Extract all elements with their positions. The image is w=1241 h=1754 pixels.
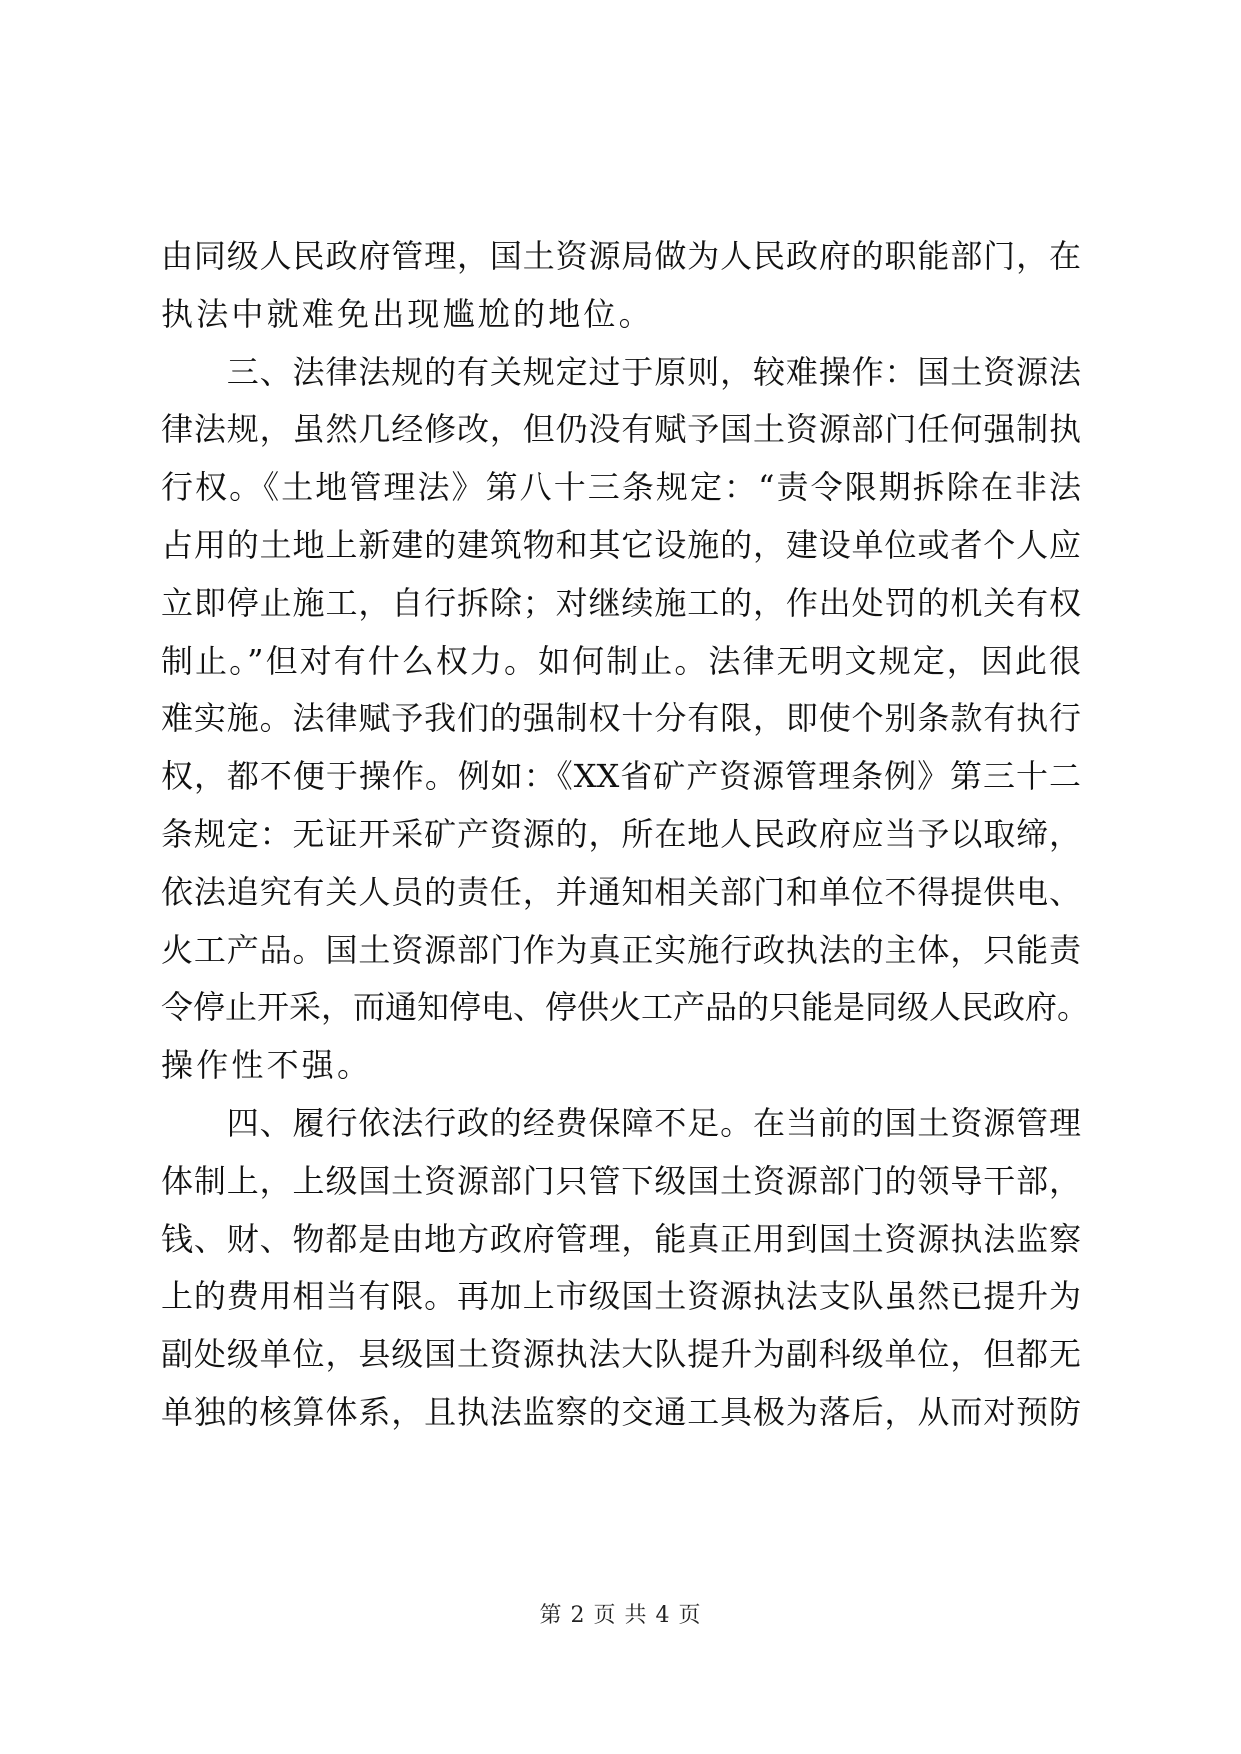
text-line: 火工产品。国土资源部门作为真正实施行政执法的主体，只能责 — [161, 930, 1081, 969]
text-line: 操作性不强。 — [161, 1046, 373, 1085]
text-line: 由同级人民政府管理，国土资源局做为人民政府的职能部门，在 — [161, 237, 1081, 275]
text-line: 三、法律法规的有关规定过于原则，较难操作：国土资源法 — [161, 352, 1081, 391]
page-number-footer: 第 2 页 共 4 页 — [539, 1603, 702, 1628]
text-line: 条规定：无证开采矿产资源的，所在地人民政府应当予以取缔， — [161, 814, 1081, 853]
text-line: 行权。《土地管理法》第八十三条规定：“责令限期拆除在非法 — [161, 468, 1081, 507]
text-line: 权，都不便于操作。例如：《XX省矿产资源管理条例》第三十二 — [161, 757, 1081, 796]
text-line: 依法追究有关人员的责任，并通知相关部门和单位不得提供电、 — [161, 872, 1081, 911]
text-line: 四、履行依法行政的经费保障不足。在当前的国土资源管理 — [161, 1103, 1081, 1142]
text-line: 立即停止施工，自行拆除；对继续施工的，作出处罚的机关有权 — [161, 583, 1081, 622]
text-line: 副处级单位，县级国土资源执法大队提升为副科级单位，但都无 — [161, 1335, 1081, 1374]
text-line: 占用的土地上新建的建筑物和其它设施的，建设单位或者个人应 — [161, 525, 1081, 564]
text-line: 制止。”但对有什么权力。如何制止。法律无明文规定，因此很 — [161, 641, 1081, 680]
text-line: 单独的核算体系，且执法监察的交通工具极为落后，从而对预防 — [161, 1392, 1081, 1431]
body-text — [161, 228, 1090, 1442]
text-line: 难实施。法律赋予我们的强制权十分有限，即使个别条款有执行 — [161, 699, 1081, 738]
text-line: 上的费用相当有限。再加上市级国土资源执法支队虽然已提升为 — [161, 1277, 1081, 1316]
text-line: 体制上，上级国土资源部门只管下级国土资源部门的领导干部， — [161, 1161, 1081, 1200]
text-line: 律法规，虽然几经修改，但仍没有赋予国土资源部门任何强制执 — [161, 410, 1081, 449]
text-line: 钱、财、物都是由地方政府管理，能真正用到国土资源执法监察 — [161, 1219, 1081, 1258]
text-line: 执法中就难免出现尴尬的地位。 — [161, 294, 654, 333]
text-line: 令停止开采，而通知停电、停供火工产品的只能是同级人民政府。 — [161, 988, 1090, 1027]
